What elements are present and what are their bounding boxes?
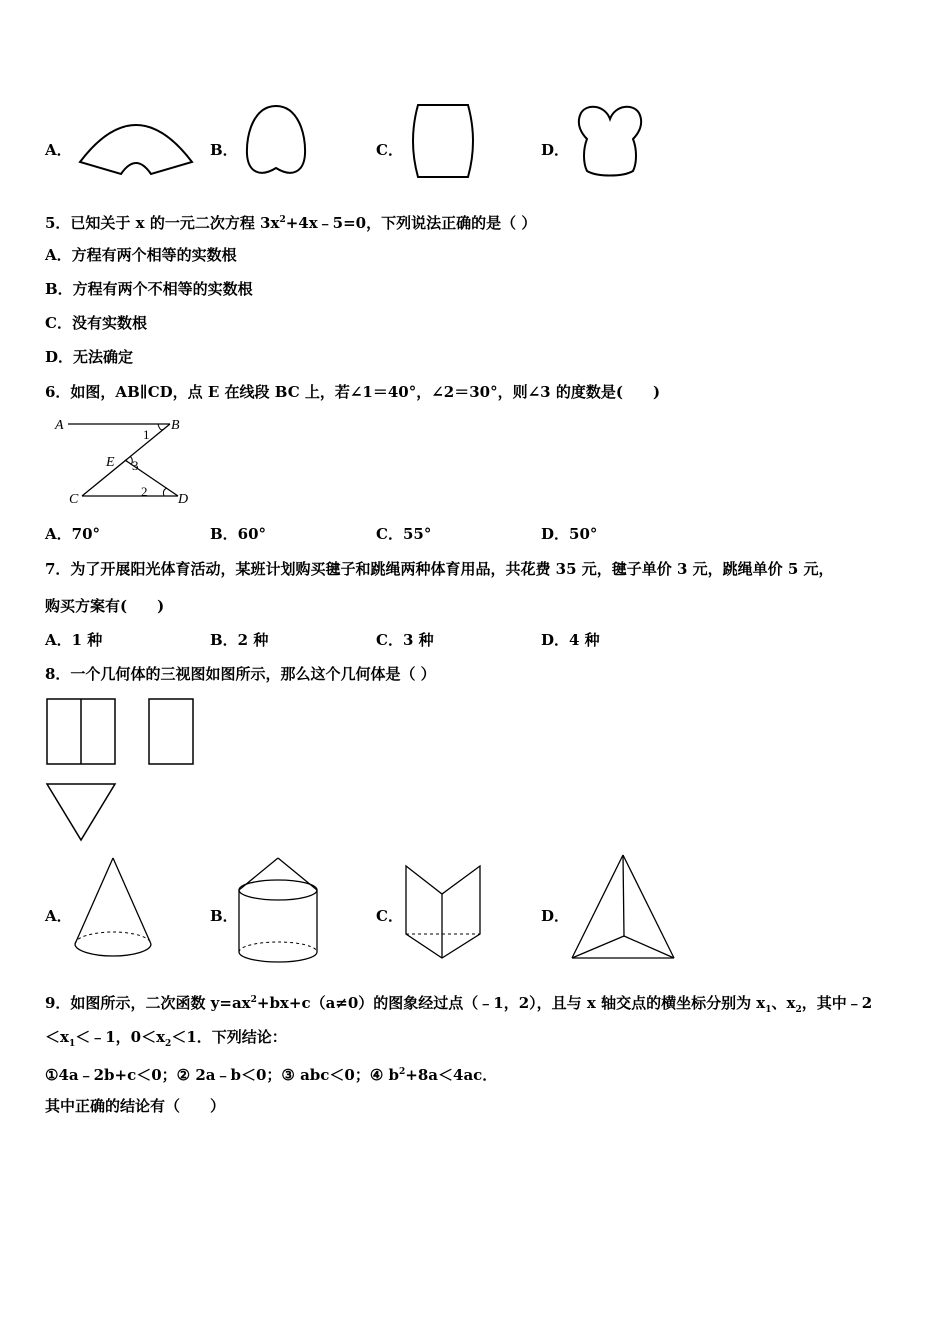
q6-angle-3: 3 bbox=[132, 458, 139, 473]
q6-label-a: A bbox=[55, 418, 64, 433]
q8-option-d-label: D． bbox=[541, 907, 570, 925]
q6-option-a: A．70° bbox=[45, 525, 101, 543]
q8-solid-d-pyramid bbox=[570, 852, 678, 964]
q7-option-d: D．4 种 bbox=[541, 631, 600, 649]
q6-option-c: C．55° bbox=[376, 525, 432, 543]
q8-three-views bbox=[46, 698, 198, 844]
q7-stem-line2: 购买方案有( ) bbox=[45, 597, 165, 615]
q8-option-a-label: A． bbox=[45, 907, 72, 925]
q6-figure-parallel-lines bbox=[50, 410, 200, 510]
q9-question: 其中正确的结论有（ ） bbox=[45, 1097, 226, 1115]
q8-solid-a-cone bbox=[72, 856, 156, 962]
q5-option-a: A．方程有两个相等的实数根 bbox=[45, 246, 237, 264]
q5-option-d: D．无法确定 bbox=[45, 348, 134, 366]
q4-shape-b-egg bbox=[244, 104, 308, 180]
q8-stem: 8．一个几何体的三视图如图所示，那么这个几何体是（ ） bbox=[45, 665, 436, 683]
q8-solid-b-cone-on-cylinder bbox=[236, 856, 322, 964]
q5-option-c: C．没有实数根 bbox=[45, 314, 147, 332]
q4-option-d-label: D． bbox=[541, 141, 570, 159]
q6-label-e: E bbox=[106, 455, 115, 470]
q9-stem-line1: 9．如图所示，二次函数 $y=ax^2+bx+c(a\ne 0)$的图象经过点（﹣1，2），且与 x 轴交点的横坐标分别为 $x_1$、$x_2$，其中﹣2 bbox=[45, 994, 873, 1015]
q4-shape-c-rounded-rect bbox=[408, 103, 478, 179]
q8-solid-c-prism bbox=[404, 862, 484, 962]
q6-angle-2: 2 bbox=[141, 484, 148, 499]
q9-conclusions: ①4a﹣2b+c＜0；② 2a﹣b＜0；③ abc＜0；④ $b^2+8a<4ac$． bbox=[45, 1066, 498, 1084]
q4-shape-d-bone bbox=[575, 103, 645, 179]
q5-stem: 5．已知关于 x 的一元二次方程 $3x^2+4x﹣5=0$，下列说法正确的是（ ） bbox=[45, 214, 537, 232]
q6-label-c: C bbox=[69, 492, 79, 507]
q4-option-b-label: B． bbox=[210, 141, 238, 159]
q4-option-a-label: A． bbox=[45, 141, 72, 159]
q7-option-c: C．3 种 bbox=[376, 631, 434, 649]
q6-stem: 6．如图，AB∥CD，点 E 在线段 BC 上，若∠1＝40°，∠2＝30°，则∠3 的度数是( ) bbox=[45, 383, 661, 401]
q6-option-b: B．60° bbox=[210, 525, 267, 543]
q7-option-b: B．2 种 bbox=[210, 631, 269, 649]
q7-stem-line1: 7．为了开展阳光体育活动，某班计划购买毽子和跳绳两种体育用品，共花费 35 元，毽子单价 3 元，跳绳单价 5 元， bbox=[45, 560, 834, 578]
q4-option-c-label: C． bbox=[376, 141, 403, 159]
q8-option-b-label: B． bbox=[210, 907, 238, 925]
q6-angle-1: 1 bbox=[143, 427, 150, 442]
q5-option-b: B．方程有两个不相等的实数根 bbox=[45, 280, 253, 298]
q6-label-b: B bbox=[171, 418, 180, 433]
q8-option-c-label: C． bbox=[376, 907, 403, 925]
q7-option-a: A．1 种 bbox=[45, 631, 103, 649]
q6-label-d: D bbox=[178, 492, 189, 507]
q6-option-d: D．50° bbox=[541, 525, 598, 543]
q4-shape-a-fan bbox=[78, 110, 196, 178]
q9-stem-line2: $<x_1<﹣1$，$0<x_2<1$．下列结论： bbox=[45, 1028, 287, 1049]
